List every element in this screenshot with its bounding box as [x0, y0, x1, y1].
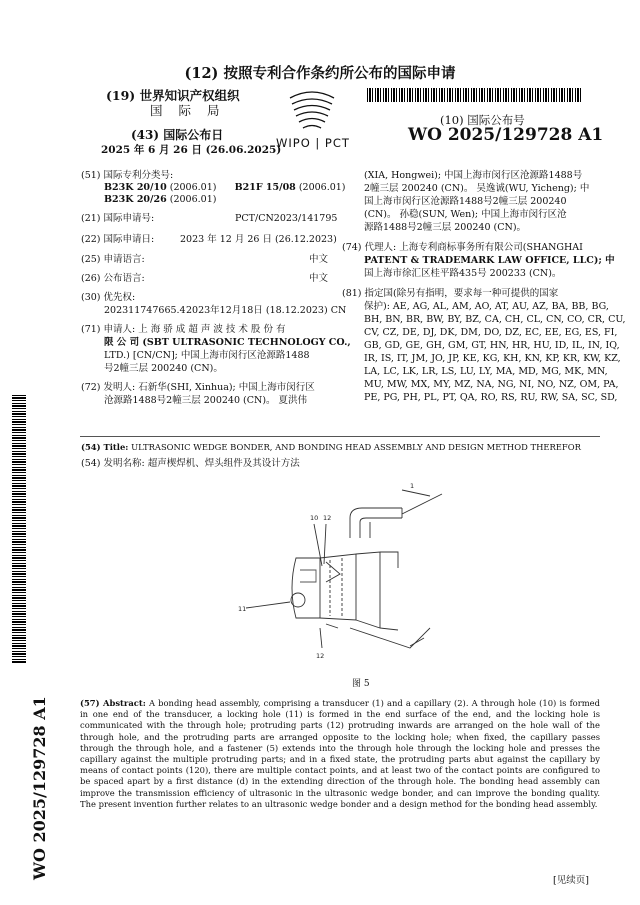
side-barcode — [12, 395, 26, 663]
side-publication-number: WO 2025/129728 A1 — [30, 696, 49, 880]
states-line-6: LA, LC, LK, LR, LS, LU, LY, MA, MD, MG, MK, MN, — [364, 366, 608, 377]
abstract: (57) Abstract: A bonding head assembly, comprising a transducer (1) and a capillary (2). A through hole (10) is formed in one end of the transducer, a locking hole (11) is formed in the end surface of the end, and the locking hole is communicated with the through hole; protruding parts (12) protruding inwards are arranged on the hole wall of the through hole, and the protruding parts are arranged opposite to the locking hole; when fixed, the capillary passes through the through hole, and a fastener (5) extends into the through hole through the locking hole and presses the capillary against the multiple protruding parts; and in a fixed state, the protruding parts abut against the capillary by means of contact points (120), there are multiple contact points, and at least two of the contact points are configured to be spaced apart by a first distance (d) in the extending direction of the through hole. The bonding head assembly can improve the transmission efficiency of ultrasonic in the ultrasonic wedge bonder, and can improve the bonding quality. The present invention further relates to an ultrasonic wedge bonder and a design method for the bonding head assembly. — [80, 698, 600, 809]
agent-line-1: (74) 代理人: 上海专利商标事务所有限公司(SHANGHAI — [342, 242, 583, 253]
states-line-5: IR, IS, IT, JM, JO, JP, KE, KG, KH, KN, KP, KR, KW, KZ, — [364, 353, 621, 364]
applicant-line-2: 限 公 司 (SBT ULTRASONIC TECHNOLOGY CO., — [104, 337, 351, 348]
publication-number-label: (10) 国际公布号 — [440, 113, 525, 127]
publication-date: 2025 年 6 月 26 日 (26.06.2025) — [101, 144, 282, 156]
states-line-1: 保护): AE, AG, AL, AM, AO, AT, AU, AZ, BA, BB, BG, — [364, 301, 609, 312]
publication-language-label: (26) 公布语言: — [81, 273, 145, 284]
filing-language: 中文 — [309, 254, 329, 265]
states-line-3: CV, CZ, DE, DJ, DK, DM, DO, DZ, EC, EE, EG, ES, FI, — [364, 327, 618, 338]
applicant-line-4: 号2幢三层 200240 (CN)。 — [104, 363, 223, 374]
inventor-cont-2: 2幢三层 200240 (CN)。 吴逸诚(WU, Yicheng); 中 — [364, 183, 590, 194]
figure-label-12-bottom: 12 — [316, 652, 325, 660]
barcode — [367, 88, 582, 102]
inventor-cont-5: 源路1488号2幢三层 200240 (CN)。 — [364, 222, 527, 233]
ipc-line-1: B23K 20/10 (2006.01) B21F 15/08 (2006.01) — [104, 182, 346, 193]
applicant-line-3: LTD.) [CN/CN]; 中国上海市闵行区沧源路1488 — [104, 350, 310, 361]
wipo-logo-icon — [282, 88, 342, 136]
application-number: PCT/CN2023/141795 — [235, 213, 338, 224]
filing-date-label: (22) 国际申请日: — [81, 234, 155, 245]
wipo-pct-label: WIPO | PCT — [276, 136, 350, 150]
inventor-cont-1: (XIA, Hongwei); 中国上海市闵行区沧源路1488号 — [364, 170, 583, 181]
office-subname: 国 际 局 — [150, 103, 226, 118]
inventor-line-1: (72) 发明人: 石新华(SHI, Xinhua); 中国上海市闵行区 — [81, 382, 315, 393]
ipc-label: (51) 国际专利分类号: — [81, 170, 174, 181]
states-line-8: PE, PG, PH, PL, PT, QA, RO, RS, RU, RW, SA, SC, SD, — [364, 392, 618, 403]
inventor-line-2: 沧源路1488号2幢三层 200240 (CN)。 夏洪伟 — [104, 395, 308, 406]
applicant-line-1: (71) 申请人: 上 海 骄 成 超 声 波 技 术 股 份 有 — [81, 324, 286, 335]
figure-label-11: 11 — [238, 605, 247, 613]
priority-label: (30) 优先权: — [81, 292, 136, 303]
priority-date: 2023年12月18日 (18.12.2023) CN — [186, 305, 347, 316]
designated-states-label: (81) 指定国(除另有指明，要求每一种可提供的国家 — [342, 288, 559, 299]
inventor-cont-3: 国上海市闵行区沧源路1488号2幢三层 200240 — [364, 196, 567, 207]
office-name: (19) 世界知识产权组织 — [106, 88, 240, 103]
states-line-4: GB, GD, GE, GH, GM, GT, HN, HR, HU, ID, IL, IN, IQ, — [364, 340, 620, 351]
figure-label-12-top: 12 — [323, 514, 332, 522]
title-en: (54) Title: ULTRASONIC WEDGE BONDER, AND BONDING HEAD ASSEMBLY AND DESIGN METHOD THEREFOR — [81, 442, 581, 452]
agent-line-2: PATENT & TRADEMARK LAW OFFICE, LLC); 中 — [364, 255, 615, 266]
patent-figure — [230, 478, 450, 664]
continued-note: [见续页] — [553, 875, 589, 886]
inventor-cont-4: (CN)。 孙稳(SUN, Wen); 中国上海市闵行区沧 — [364, 209, 567, 220]
states-line-7: MU, MW, MX, MY, MZ, NA, NG, NI, NO, NZ, OM, PA, — [364, 379, 619, 390]
title-cn: (54) 发明名称: 超声楔焊机、焊头组件及其设计方法 — [81, 458, 300, 469]
ipc-line-2: B23K 20/26 (2006.01) — [104, 194, 217, 205]
publication-number: WO 2025/129728 A1 — [408, 125, 604, 145]
application-number-label: (21) 国际申请号: — [81, 213, 155, 224]
document-title: (12) 按照专利合作条约所公布的国际申请 — [184, 65, 456, 82]
publication-language: 中文 — [309, 273, 329, 284]
states-line-2: BH, BN, BR, BW, BY, BZ, CA, CH, CL, CN, CO, CR, CU, — [364, 314, 626, 325]
publication-date-label: (43) 国际公布日 — [131, 128, 224, 142]
figure-caption: 图 5 — [352, 679, 370, 689]
figure-label-1: 1 — [410, 482, 415, 490]
divider — [80, 436, 600, 437]
agent-line-3: 国上海市徐汇区桂平路435号 200233 (CN)。 — [364, 268, 562, 279]
filing-language-label: (25) 申请语言: — [81, 254, 145, 265]
priority-number: 202311747665.4 — [104, 305, 186, 316]
filing-date: 2023 年 12 月 26 日 (26.12.2023) — [180, 234, 337, 245]
figure-label-10: 10 — [310, 514, 319, 522]
